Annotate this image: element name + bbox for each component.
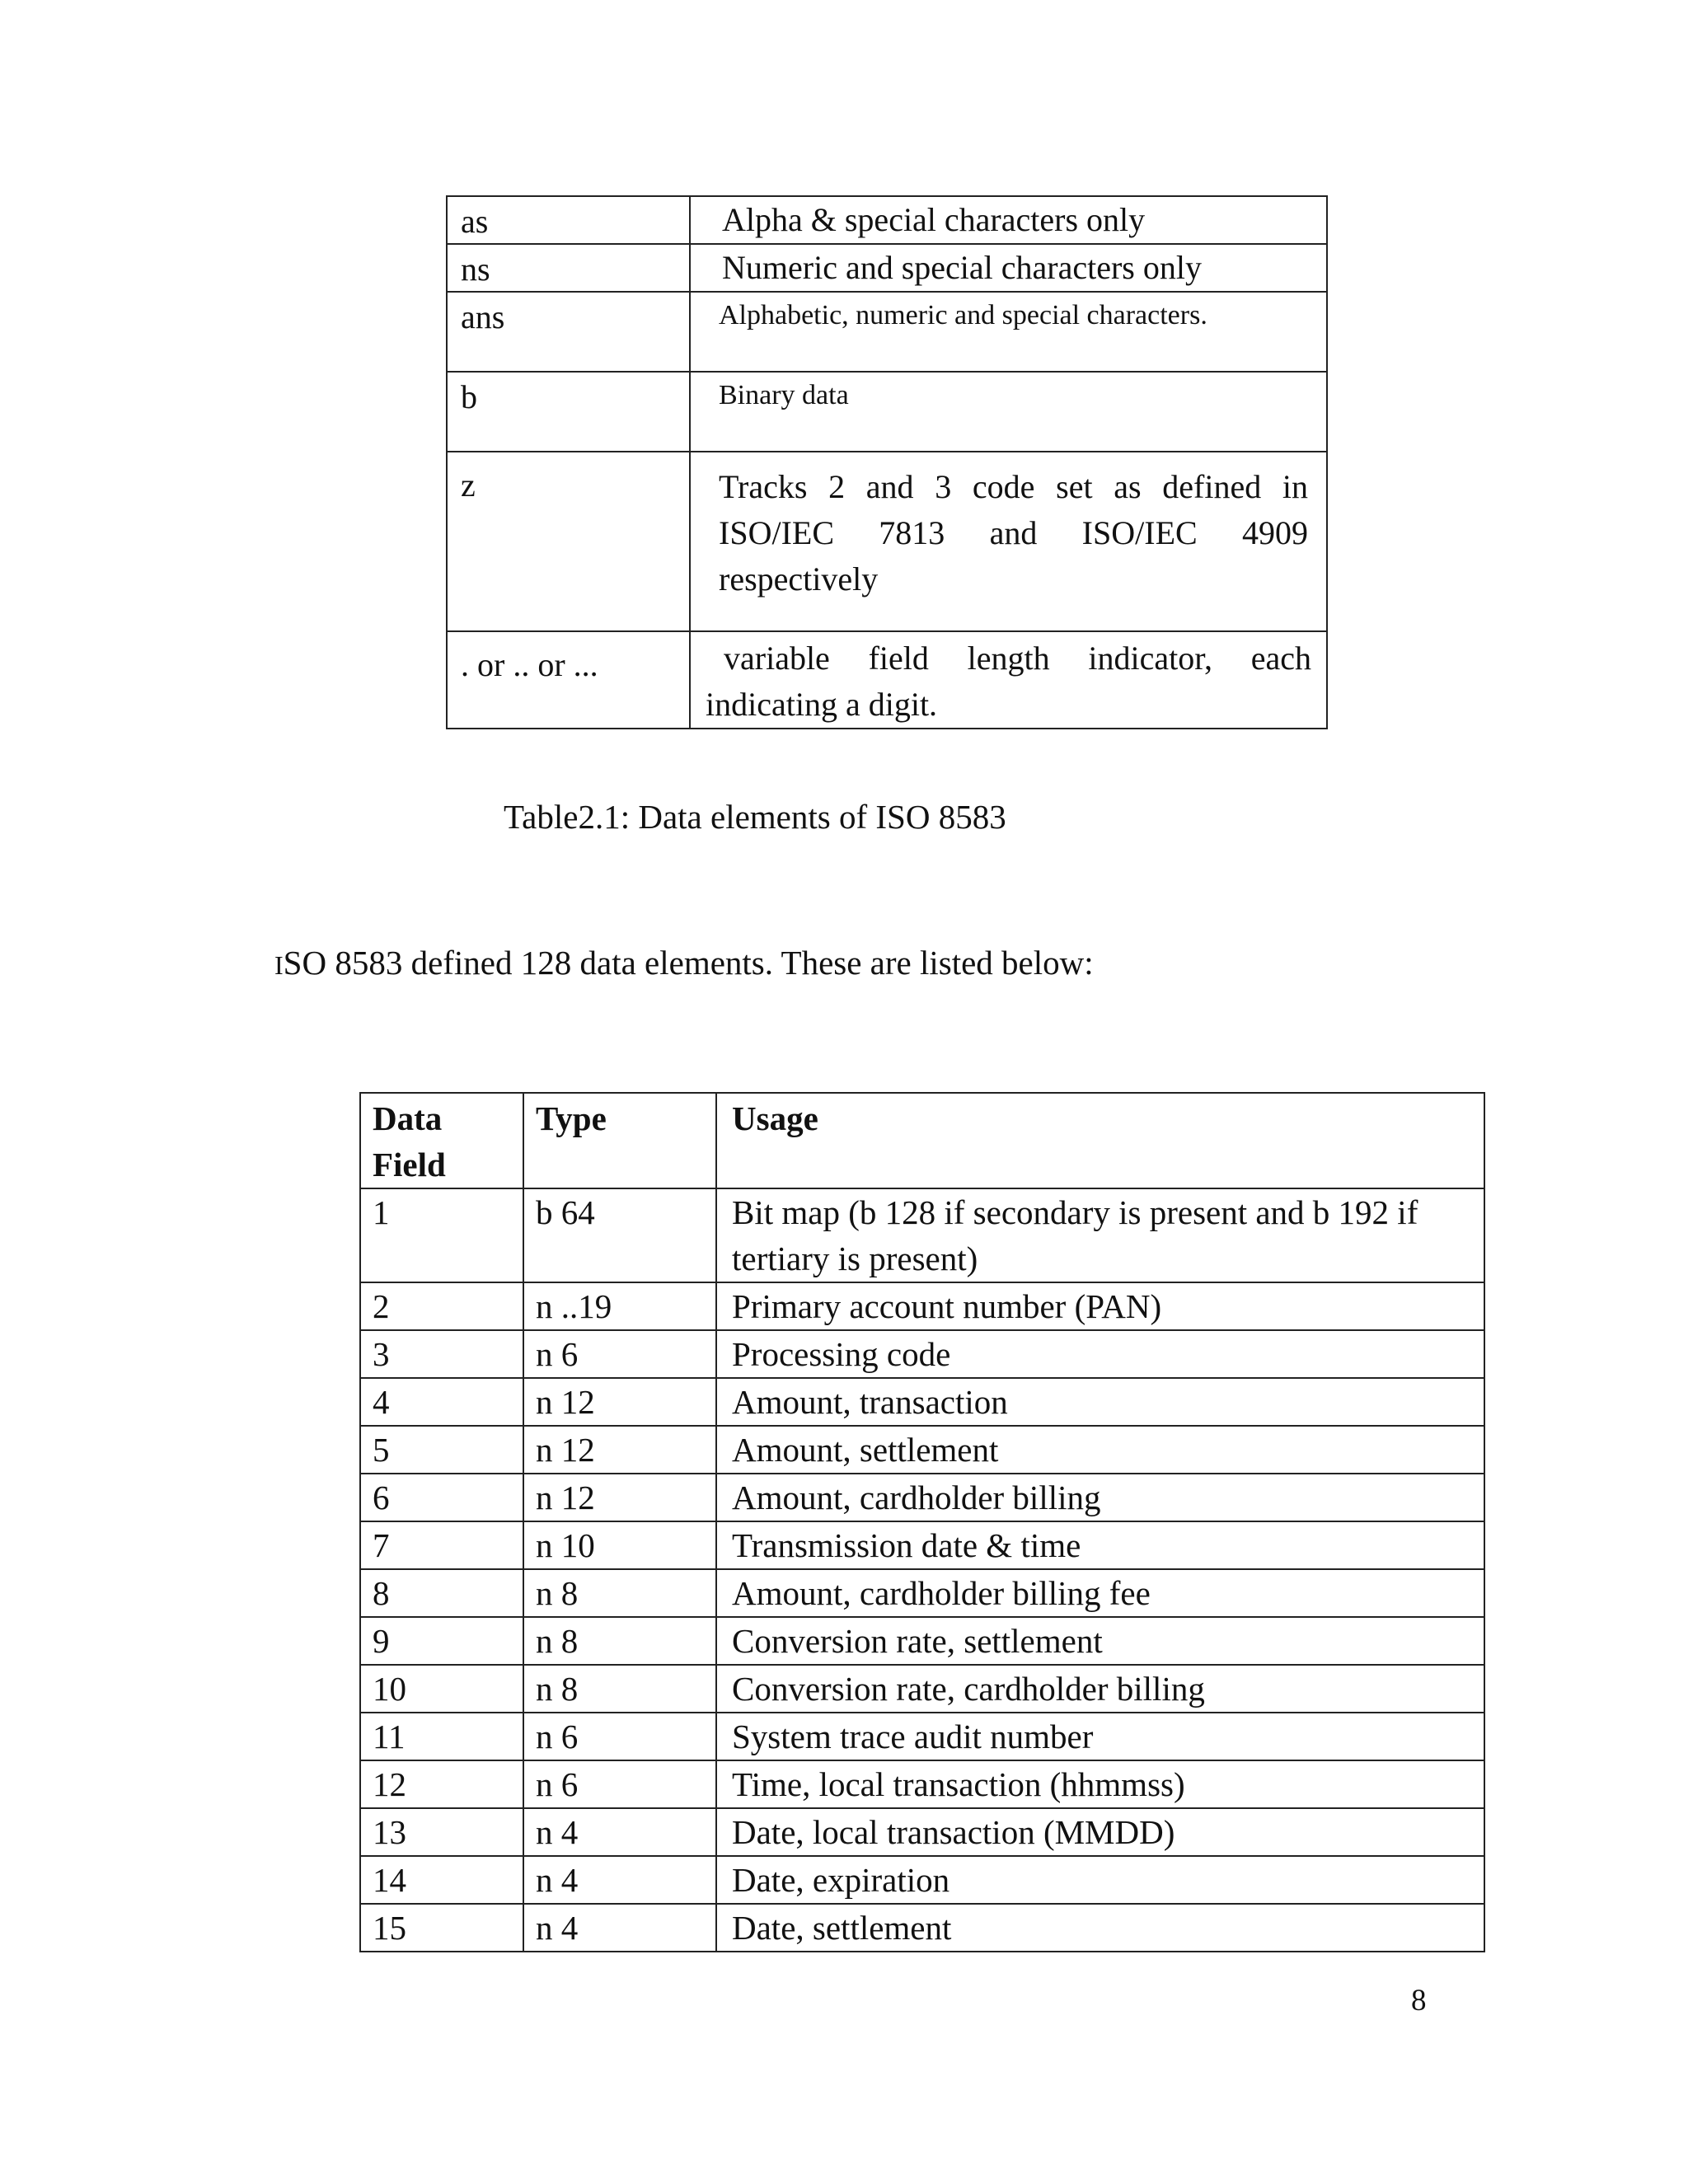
field-type: n 12	[523, 1378, 716, 1426]
field-number: 6	[360, 1474, 523, 1521]
table-row	[360, 1521, 1484, 1569]
code-cell: b	[447, 372, 690, 452]
description-cell: Binary data	[690, 372, 1327, 452]
page-number: 8	[1411, 1984, 1427, 2018]
field-usage: Transmission date & time	[716, 1521, 1484, 1569]
field-type: n 12	[523, 1474, 716, 1521]
table-row	[360, 1617, 1484, 1665]
table-row	[360, 1282, 1484, 1330]
header-data-field-line1: Data	[373, 1099, 443, 1137]
field-number: 7	[360, 1521, 523, 1569]
data-fields-table	[359, 1092, 1485, 1952]
field-usage: Date, expiration	[716, 1856, 1484, 1904]
field-type: b 64	[523, 1188, 716, 1282]
header-data-field-line2: Field	[373, 1146, 446, 1183]
field-number: 2	[360, 1282, 523, 1330]
table-row	[360, 1760, 1484, 1808]
field-usage: Bit map (b 128 if secondary is present and b 192 if tertiary is present)	[716, 1188, 1484, 1282]
code-cell: . or .. or ...	[447, 631, 690, 729]
field-number: 11	[360, 1713, 523, 1760]
table-row	[447, 196, 1327, 244]
field-number: 14	[360, 1856, 523, 1904]
table-row	[360, 1378, 1484, 1426]
field-number: 3	[360, 1330, 523, 1378]
field-usage: Amount, cardholder billing fee	[716, 1569, 1484, 1617]
field-usage: Time, local transaction (hhmmss)	[716, 1760, 1484, 1808]
field-usage: Amount, settlement	[716, 1426, 1484, 1474]
code-cell: z	[447, 452, 690, 631]
field-number: 4	[360, 1378, 523, 1426]
table-row	[447, 292, 1327, 372]
table-row	[447, 244, 1327, 292]
field-type: n 8	[523, 1665, 716, 1713]
field-usage: Amount, transaction	[716, 1378, 1484, 1426]
character-codes-table	[446, 195, 1328, 729]
table-row	[360, 1808, 1484, 1856]
header-usage: Usage	[716, 1093, 1484, 1188]
field-type: n 4	[523, 1856, 716, 1904]
field-type: n 4	[523, 1808, 716, 1856]
description-cell: Alphabetic, numeric and special characters.	[690, 292, 1327, 372]
field-type: n 6	[523, 1760, 716, 1808]
code-cell: ans	[447, 292, 690, 372]
field-number: 15	[360, 1904, 523, 1952]
field-usage: Conversion rate, cardholder billing	[716, 1665, 1484, 1713]
table-row	[360, 1188, 1484, 1282]
intro-first-letter: I	[274, 950, 284, 980]
field-usage: System trace audit number	[716, 1713, 1484, 1760]
table-header-row	[360, 1093, 1484, 1188]
field-usage: Amount, cardholder billing	[716, 1474, 1484, 1521]
field-number: 1	[360, 1188, 523, 1282]
table-row	[360, 1426, 1484, 1474]
field-type: n 8	[523, 1569, 716, 1617]
table-row	[360, 1665, 1484, 1713]
intro-text: SO 8583 defined 128 data elements. These are listed below:	[283, 944, 1094, 982]
field-type: n 6	[523, 1330, 716, 1378]
field-number: 13	[360, 1808, 523, 1856]
field-usage: Conversion rate, settlement	[716, 1617, 1484, 1665]
field-number: 5	[360, 1426, 523, 1474]
field-usage: Date, settlement	[716, 1904, 1484, 1952]
code-cell: as	[447, 196, 690, 244]
field-usage: Date, local transaction (MMDD)	[716, 1808, 1484, 1856]
field-type: n 12	[523, 1426, 716, 1474]
table-row	[360, 1330, 1484, 1378]
intro-paragraph	[274, 940, 1094, 988]
field-usage: Primary account number (PAN)	[716, 1282, 1484, 1330]
field-number: 12	[360, 1760, 523, 1808]
field-number: 10	[360, 1665, 523, 1713]
table-row	[447, 631, 1327, 729]
table-row	[447, 372, 1327, 452]
description-cell: Tracks 2 and 3 code set as defined in ISO/IEC 7813 and ISO/IEC 4909 respectively	[690, 452, 1327, 631]
field-number: 8	[360, 1569, 523, 1617]
table-row	[360, 1713, 1484, 1760]
field-type: n 10	[523, 1521, 716, 1569]
table-caption: Table2.1: Data elements of ISO 8583	[504, 798, 1006, 836]
field-usage: Processing code	[716, 1330, 1484, 1378]
table-row	[360, 1904, 1484, 1952]
code-cell: ns	[447, 244, 690, 292]
description-cell: Alpha & special characters only	[690, 196, 1327, 244]
field-type: n 8	[523, 1617, 716, 1665]
description-cell: Numeric and special characters only	[690, 244, 1327, 292]
description-cell: variable field length indicator, each indicating a digit.	[690, 631, 1327, 729]
header-type: Type	[523, 1093, 716, 1188]
field-type: n 4	[523, 1904, 716, 1952]
table-row	[360, 1474, 1484, 1521]
table-row	[447, 452, 1327, 631]
field-type: n 6	[523, 1713, 716, 1760]
header-data-field	[360, 1093, 523, 1188]
field-number: 9	[360, 1617, 523, 1665]
table-row	[360, 1569, 1484, 1617]
table-row	[360, 1856, 1484, 1904]
field-type: n ..19	[523, 1282, 716, 1330]
